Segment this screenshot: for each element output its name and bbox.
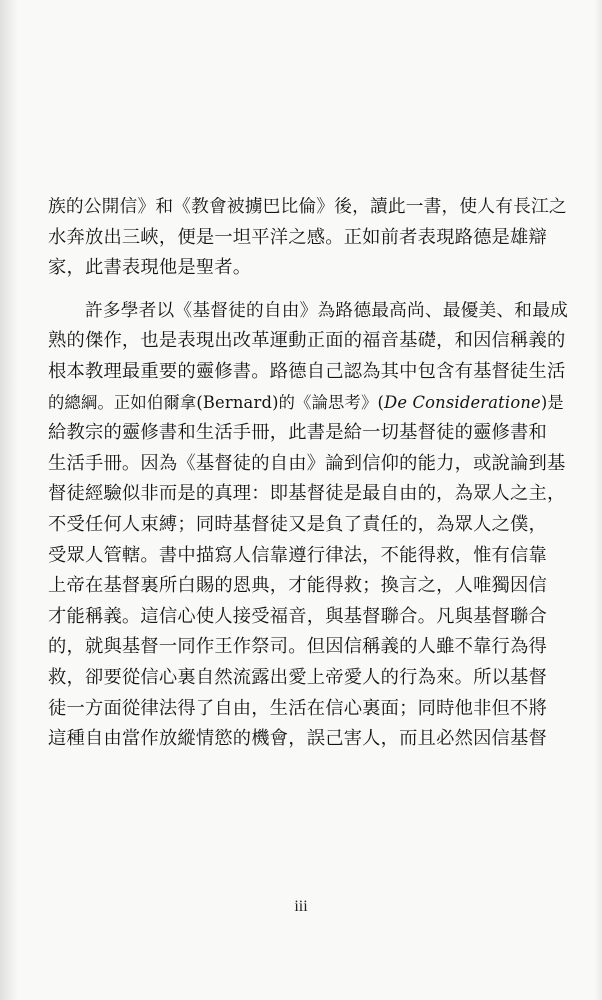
- text-line: 徒一方面從律法得了自由，生活在信心裏面；同時他非但不將: [48, 697, 547, 719]
- page-number: iii: [294, 898, 308, 915]
- text-line: 熟的傑作，也是表現出改革運動正面的福音基礎，和因信稱義的: [48, 330, 566, 352]
- text-line: 這種自由當作放縱情慾的機會，誤己害人，而且必然因信基督: [48, 728, 547, 750]
- text-line: 根本教理最重要的靈修書。路德自己認為其中包含有基督徒生活: [48, 360, 566, 382]
- italic-latin-title: De Consideratione: [384, 392, 541, 412]
- text-line: 受眾人管轄。書中描寫人信靠遵行律法，不能得救，惟有信靠: [48, 544, 547, 566]
- text-line: 的，就與基督一同作王作祭司。但因信稱義的人雖不靠行為得: [48, 636, 547, 658]
- body-text: [48, 192, 568, 755]
- text-line: 不受任何人束縛；同時基督徒又是負了責任的，為眾人之僕，: [48, 513, 547, 535]
- text-line: 族的公開信》和《教會被擄巴比倫》後，讀此一書，使人有長江之: [48, 197, 567, 217]
- text-line: 水奔放出三峽，便是一坦平洋之感。正如前者表現路德是雄辯: [48, 226, 547, 248]
- text-line: 生活手冊。因為《基督徒的自由》論到信仰的能力，或說論到基: [48, 452, 566, 474]
- paragraph-first-line: 許多學者以《基督徒的自由》為路德最高尚、最優美、和最成: [85, 300, 568, 321]
- text-line-with-italic-title: 的總綱。正如伯爾拿(Bernard)的《論思考》(De Consideratione)是: [48, 392, 564, 412]
- text-line: [48, 388, 568, 419]
- text-line: 上帝在基督裏所白賜的恩典，才能得救；換言之，人唯獨因信: [48, 575, 547, 597]
- text-line: 給教宗的靈修書和生活手冊，此書是給一切基督徒的靈修書和: [48, 422, 547, 444]
- text-line: 才能稱義。這信心使人接受福音，與基督聯合。凡與基督聯合: [48, 605, 547, 627]
- text-line: 家，此書表現他是聖者。: [48, 257, 252, 279]
- text-line: 督徒經驗似非而是的真理：即基督徒是最自由的，為眾人之主，: [48, 483, 566, 505]
- text-line: 救，卻要從信心裏自然流露出愛上帝愛人的行為來。所以基督: [48, 666, 547, 688]
